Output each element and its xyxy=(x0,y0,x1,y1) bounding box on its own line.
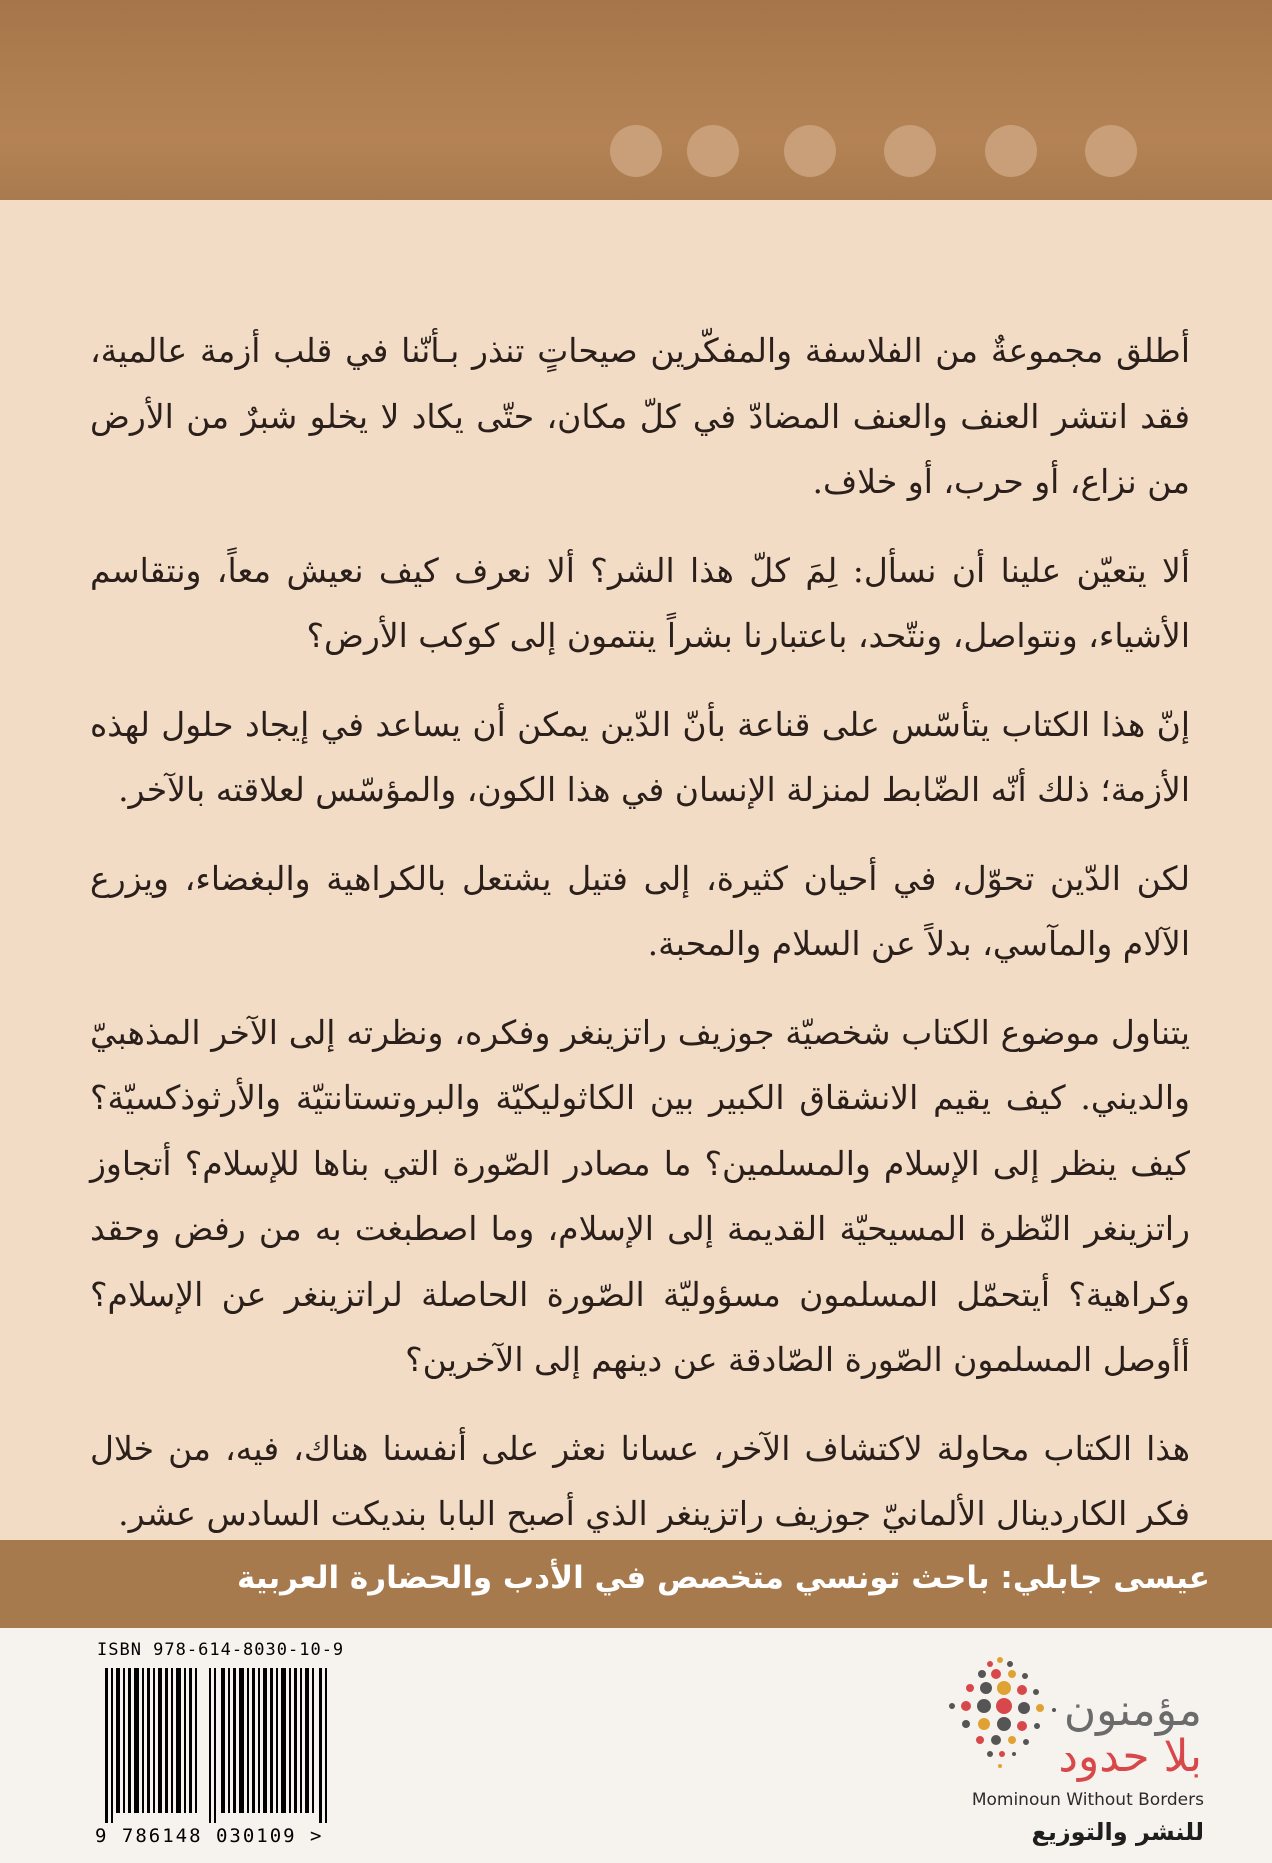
blurb-paragraph: أطلق مجموعةٌ من الفلاسفة والمفكّرين صيحاتٍ تنذر بـأنّنا في قلب أزمة عالمية، فقد انتشر العنف والعنف المضادّ في كلّ مكان، حتّى يكاد لا يخلو شبرٌ من الأرض من نزاع، أو حرب، أو خلاف. xyxy=(90,331,1190,501)
barcode-number: 9 786148 030109 > xyxy=(95,1825,324,1847)
barcode-bars xyxy=(105,1668,335,1823)
publisher-name-line2: بلا حدود xyxy=(1058,1731,1202,1782)
decorative-dots xyxy=(600,125,1220,185)
decorative-dot xyxy=(884,125,936,177)
publisher-name xyxy=(1058,1685,1202,1782)
publisher-name-line1: مؤمنون xyxy=(1063,1685,1202,1736)
decorative-dot xyxy=(610,125,662,177)
publisher-latin-name: Mominoun Without Borders xyxy=(971,1790,1204,1810)
publisher-tagline: للنشر والتوزيع xyxy=(1031,1818,1204,1846)
blurb-paragraph: ألا يتعيّن علينا أن نسأل: لِمَ كلّ هذا الشر؟ ألا نعرف كيف نعيش معاً، ونتقاسم الأشياء، ونتواصل، ونتّحد، باعتبارنا بشراً ينتمون إلى كوكب الأرض؟ xyxy=(90,550,1190,655)
decorative-dot xyxy=(784,125,836,177)
blurb-paragraph: هذا الكتاب محاولة لاكتشاف الآخر، عسانا نعثر على أنفسنا هناك، فيه، من خلال فكر الكاردينال الألمانيّ جوزيف راتزينغر الذي أصبح البابا بنديكت السادس عشر. xyxy=(90,1428,1190,1533)
decorative-dot xyxy=(1085,125,1137,177)
author-band xyxy=(0,1540,1272,1628)
blurb-paragraph: إنّ هذا الكتاب يتأسّس على قناعة بأنّ الدّين يمكن أن يساعد في إيجاد حلول لهذه الأزمة؛ ذلك أنّه الضّابط لمنزلة الإنسان في هذا الكون، والمؤسّس لعلاقته بالآخر. xyxy=(90,704,1190,809)
decorative-dot xyxy=(985,125,1037,177)
blurb-paragraph: يتناول موضوع الكتاب شخصيّة جوزيف راتزينغر وفكره، ونظرته إلى الآخر المذهبيّ والديني. كيف يقيم الانشقاق الكبير بين الكاثوليكيّة والبروتستانتيّة والأرثوذكسيّة؟ كيف ينظر إلى الإسلام والمسلمين؟ ما مصادر الصّورة التي بناها للإسلام؟ أتجاوز راتزينغر النّظرة المسيحيّة القديمة إلى الإسلام، وما اصطبغت به من رفض وحقد وكراهية؟ أيتحمّل المسلمون مسؤوليّة الصّورة الحاصلة لراتزينغر عن الإسلام؟ أأوصل المسلمون الصّورة الصّادقة عن دينهم إلى الآخرين؟ xyxy=(90,1012,1190,1379)
top-decorative-band xyxy=(0,0,1272,200)
blurb-text xyxy=(90,318,1190,1570)
decorative-dot xyxy=(687,125,739,177)
blurb-paragraph: لكن الدّين تحوّل، في أحيان كثيرة، إلى فتيل يشتعل بالكراهية والبغضاء، ويزرع الآلام والمآسي، بدلاً عن السلام والمحبة. xyxy=(90,858,1190,963)
author-bio: عيسى جابلي: باحث تونسي متخصص في الأدب والحضارة العربية xyxy=(237,1560,1210,1596)
isbn-label: ISBN 978-614-8030-10-9 xyxy=(97,1640,345,1660)
barcode xyxy=(95,1640,345,1850)
publisher-logo-icon xyxy=(930,1652,1070,1782)
